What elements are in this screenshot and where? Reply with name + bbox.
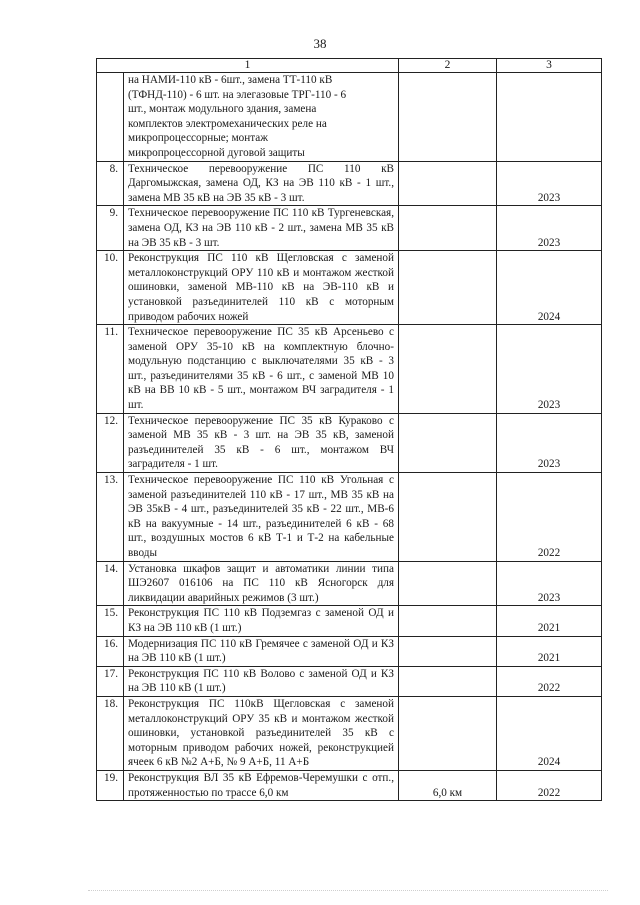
row-number-cell: 12.: [97, 413, 124, 472]
row-number-cell: [97, 73, 124, 162]
projects-table: [96, 58, 602, 801]
year-cell: 2024: [497, 251, 602, 325]
continuation-text-cell: [124, 73, 399, 162]
table-row: [97, 161, 602, 206]
row-description-cell: Реконструкция ПС 110 кВ Подземгаз с заменой ОД и КЗ на ЭВ 110 кВ (1 шт.): [124, 606, 399, 636]
row-description-cell: Установка шкафов защит и автоматики линии типа ШЭ2607 016106 на ПС 110 кВ Ясногорск для ликвидации аварийных режимов (3 шт.): [124, 561, 399, 606]
continuation-line: (ТФНД-110) - 6 шт. на элегазовые ТРГ-110 - 6: [128, 88, 347, 101]
table-header-row: [97, 59, 602, 73]
row-description-cell: Техническое перевооружение ПС 110 кВ Тургеневская, замена ОД, КЗ на ЭВ 110 кВ - 2 шт., замена МВ 35 кВ на ЭВ 35 кВ - 3 шт.: [124, 206, 399, 251]
page-number: 38: [313, 36, 327, 51]
column-header-1: 1: [97, 59, 399, 73]
continuation-line: микропроцессорной дуговой защиты: [128, 146, 305, 159]
row-description-cell: Техническое перевооружение ПС 110 кВ Даргомыжская, замена ОД, КЗ на ЭВ 110 кВ - 1 шт., замена МВ 35 кВ на ЭВ 35 кВ - 3 шт.: [124, 161, 399, 206]
table-row: [97, 770, 602, 800]
row-number-cell: 16.: [97, 636, 124, 666]
year-cell: 2022: [497, 473, 602, 562]
row-number-cell: 19.: [97, 770, 124, 800]
continuation-row: [97, 73, 602, 162]
table-row: [97, 666, 602, 696]
row-description-cell: Реконструкция ПС 110кВ Щегловская с заменой металлоконструкций ОРУ 35 кВ и монтажом жесткой ошиновки, установкой разъединителей 35 кВ с моторным приводом рабочих ножей, реконструкцией ячеек 6 кВ №2 А+Б, № 9 А+Б, 11 А+Б: [124, 696, 399, 770]
quantity-cell: [399, 413, 497, 472]
continuation-line: комплектов электромеханических реле на: [128, 117, 327, 130]
table-row: [97, 636, 602, 666]
year-cell: 2023: [497, 561, 602, 606]
continuation-line: микропроцессорные; монтаж: [128, 132, 268, 145]
row-number-cell: 10.: [97, 251, 124, 325]
row-number-cell: 8.: [97, 161, 124, 206]
row-number-cell: 13.: [97, 473, 124, 562]
row-number-cell: 18.: [97, 696, 124, 770]
row-number-cell: 17.: [97, 666, 124, 696]
year-cell: 2023: [497, 413, 602, 472]
row-description-cell: Реконструкция ПС 110 кВ Волово с заменой ОД и КЗ на ЭВ 110 кВ (1 шт.): [124, 666, 399, 696]
quantity-cell: [399, 696, 497, 770]
row-number-cell: 11.: [97, 325, 124, 414]
row-description-cell: Техническое перевооружение ПС 35 кВ Кураково с заменой МВ 35 кВ - 3 шт. на ЭВ 35 кВ, заменой разъединителей 35 кВ - 6 шт., монтажом ВЧ заградителя - 1 шт.: [124, 413, 399, 472]
year-cell: 2023: [497, 325, 602, 414]
table-row: [97, 473, 602, 562]
year-cell: 2021: [497, 606, 602, 636]
table-row: [97, 561, 602, 606]
row-description-cell: Реконструкция ПС 110 кВ Щегловская с заменой металлоконструкций ОРУ 110 кВ и монтажом жесткой ошиновки, заменой МВ-110 кВ на ЭВ-110 кВ и установкой разъединителей 110 кВ с моторным приводом рабочих ножей: [124, 251, 399, 325]
row-number-cell: 9.: [97, 206, 124, 251]
quantity-cell: [399, 636, 497, 666]
year-cell: [497, 73, 602, 162]
year-cell: 2023: [497, 206, 602, 251]
year-cell: 2023: [497, 161, 602, 206]
year-cell: 2021: [497, 636, 602, 666]
continuation-line: шт., монтаж модульного здания, замена: [128, 103, 317, 116]
quantity-cell: 6,0 км: [399, 770, 497, 800]
row-description-cell: Техническое перевооружение ПС 110 кВ Угольная с заменой разъединителей 110 кВ - 17 шт., МВ 35 кВ на ЭВ 35кВ - 4 шт., разъединителей 35 кВ - 22 шт., МВ-6 кВ на вакуумные - 14 шт., разъединителей 6 кВ - 68 шт., воздушных мостов 6 кВ Т-1 и Т-2 на кабельные вводы: [124, 473, 399, 562]
year-cell: 2022: [497, 770, 602, 800]
row-description-cell: Модернизация ПС 110 кВ Гремячее с заменой ОД и КЗ на ЭВ 110 кВ (1 шт.): [124, 636, 399, 666]
table-row: [97, 696, 602, 770]
table-row: [97, 606, 602, 636]
table-row: [97, 251, 602, 325]
quantity-cell: [399, 561, 497, 606]
table-row: [97, 206, 602, 251]
year-cell: 2024: [497, 696, 602, 770]
column-header-2: 2: [399, 59, 497, 73]
quantity-cell: [399, 206, 497, 251]
row-description-cell: Техническое перевооружение ПС 35 кВ Арсеньево с заменой ОРУ 35-10 кВ на комплектную блочно-модульную подстанцию с выключателями 35 кВ - 3 шт., разъединителями 35 кВ - 6 шт., с заменой МВ 10 кВ на ВВ 10 кВ - 5 шт., монтажом ВЧ заградителя - 1 шт.: [124, 325, 399, 414]
row-number-cell: 14.: [97, 561, 124, 606]
quantity-cell: [399, 161, 497, 206]
table-row: [97, 325, 602, 414]
year-cell: 2022: [497, 666, 602, 696]
quantity-cell: [399, 73, 497, 162]
column-header-3: 3: [497, 59, 602, 73]
scan-artifact-line: [88, 890, 608, 895]
quantity-cell: [399, 666, 497, 696]
continuation-line: на НАМИ-110 кВ - 6шт., замена ТТ-110 кВ: [128, 74, 333, 86]
quantity-cell: [399, 325, 497, 414]
quantity-cell: [399, 251, 497, 325]
quantity-cell: [399, 473, 497, 562]
row-number-cell: 15.: [97, 606, 124, 636]
row-description-cell: Реконструкция ВЛ 35 кВ Ефремов-Черемушки с отп., протяженностью по трассе 6,0 км: [124, 770, 399, 800]
quantity-cell: [399, 606, 497, 636]
table-row: [97, 413, 602, 472]
